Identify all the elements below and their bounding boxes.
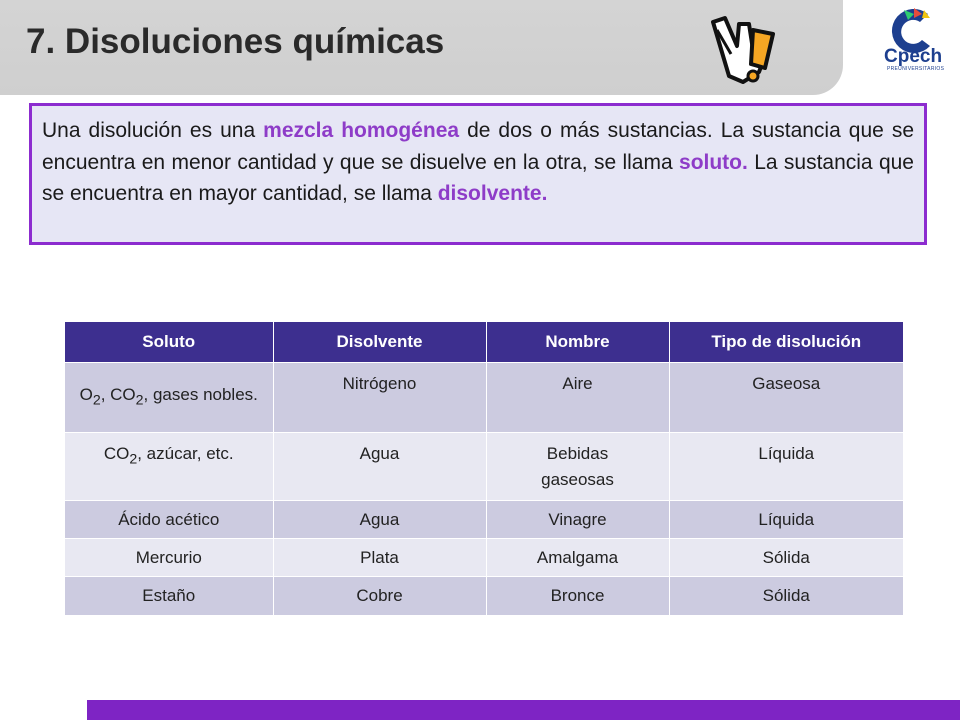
cell-disolvente: Cobre [273,577,486,615]
cell-nombre: Vinagre [486,501,669,539]
cell-disolvente: Plata [273,539,486,577]
cell-soluto [65,363,273,433]
page-title: 7. Disoluciones químicas [26,22,445,61]
subscript: 2 [135,392,144,409]
cell-nombre: Bebidas gaseosas [486,433,669,501]
text-part: CO [103,444,130,463]
cell-nombre: Amalgama [486,539,669,577]
cell-soluto: Ácido acético [65,501,273,539]
highlight-soluto: soluto. [679,150,748,174]
cell-soluto: Mercurio [65,539,273,577]
cell-soluto [65,433,273,501]
text-part: , azúcar, etc. [137,444,234,463]
cell-disolvente: Agua [273,433,486,501]
highlight-disolvente: disolvente. [437,182,548,205]
table-row [65,539,903,577]
pointing-hand-icon [703,10,781,90]
cell-soluto: Estaño [65,577,273,615]
cell-tipo: Sólida [669,539,903,577]
text-part: de dos o más sustancias. La sustancia que se encuentra en menor cantidad y que se disuelve en la otra, se llama [42,119,915,174]
header-nombre: Nombre [486,322,669,363]
solutions-table [65,322,903,615]
header-soluto: Soluto [65,322,273,363]
logo-subtitle: PREUNIVERSITARIOS [887,66,945,72]
logo-text: Cpech [884,46,943,67]
table-row [65,577,903,615]
cell-tipo: Sólida [669,577,903,615]
table-row [65,501,903,539]
cell-tipo: Gaseosa [669,363,903,433]
cell-tipo: Líquida [669,501,903,539]
text-part: O [79,384,93,404]
text-part: Una disolución es una [42,119,264,142]
definition-box [29,103,927,245]
text-part: , gases nobles. [143,384,258,404]
table-row [65,363,903,433]
header-disolvente: Disolvente [273,322,486,363]
header-tipo: Tipo de disolución [669,322,903,363]
subscript: 2 [92,392,101,409]
footer-bar [87,700,960,720]
subscript: 2 [129,451,138,468]
cell-disolvente: Nitrógeno [273,363,486,433]
cell-nombre: Bronce [486,577,669,615]
cell-nombre: Aire [486,363,669,433]
text-part: La sustancia que se encuentra en mayor cantidad, se llama [42,150,914,205]
table-row [65,433,903,501]
text-part: , CO [100,384,136,404]
cell-tipo: Líquida [669,433,903,501]
definition-text [32,106,924,210]
table-header-row [65,322,903,363]
cell-disolvente: Agua [273,501,486,539]
highlight-mezcla: mezcla homogénea [263,119,460,142]
